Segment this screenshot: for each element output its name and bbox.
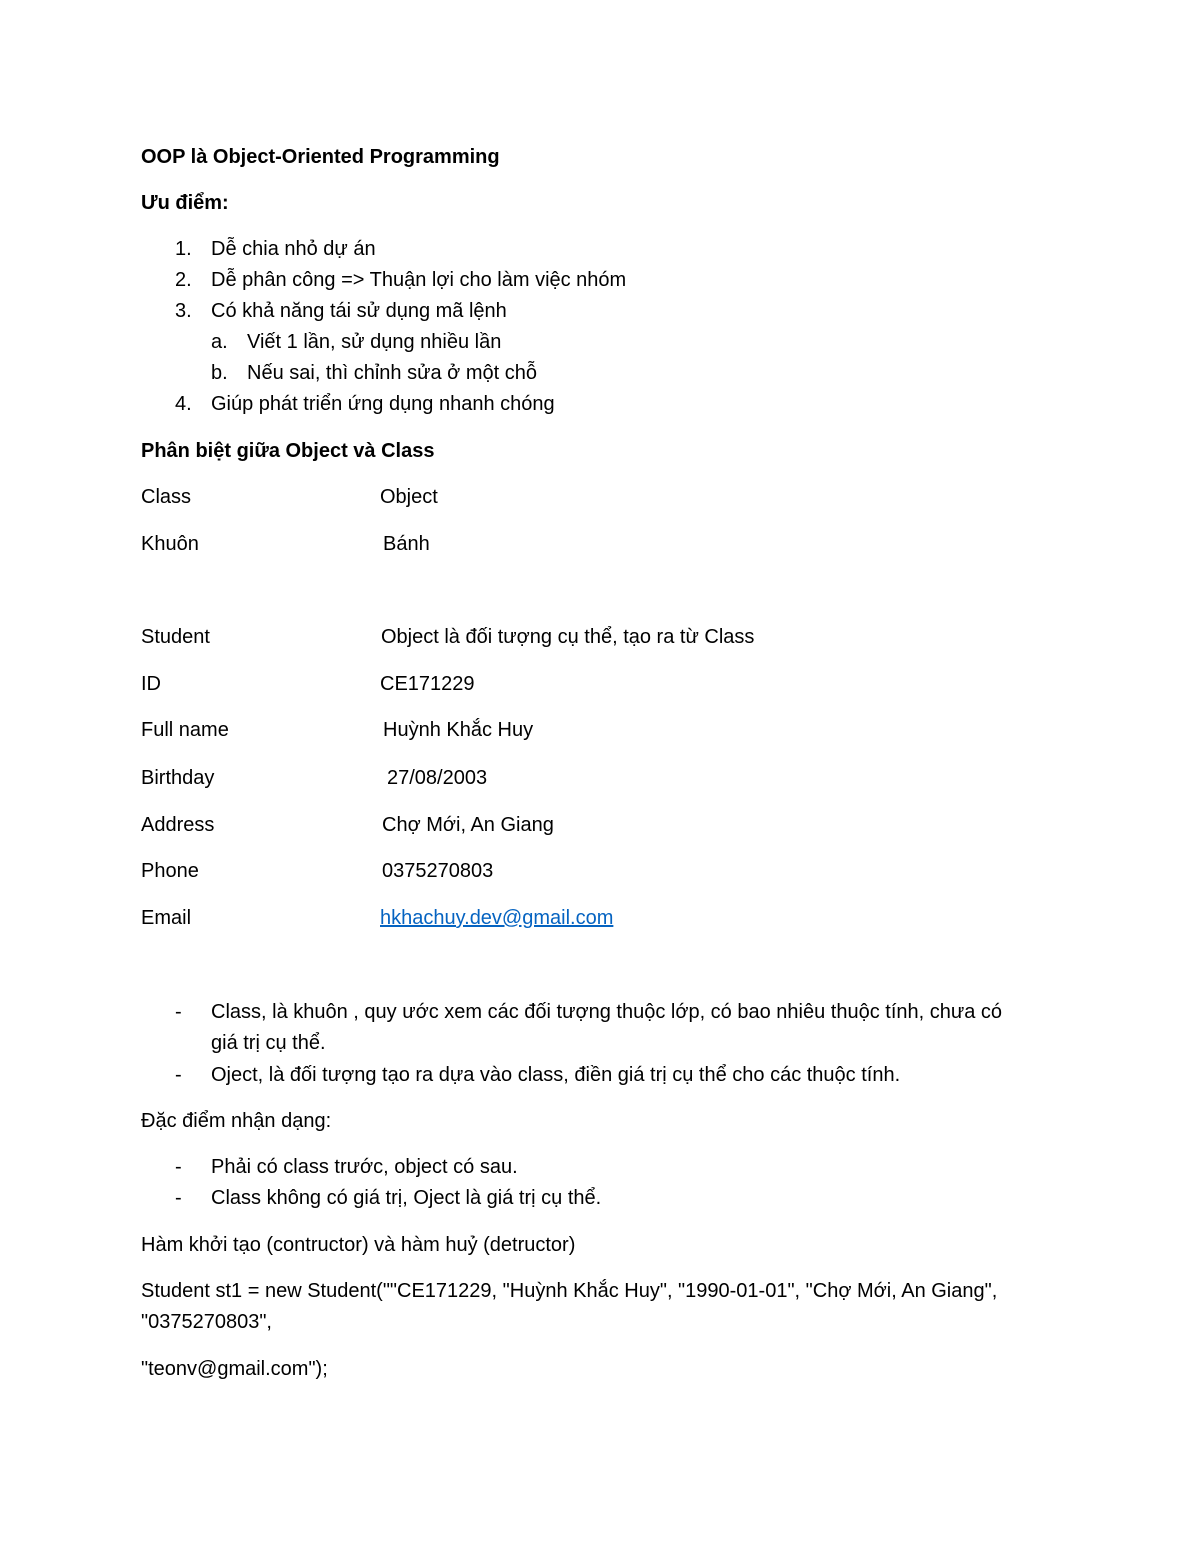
student-field-label: Address: [141, 814, 215, 836]
bullet-marker: -: [175, 1156, 182, 1178]
features-title: Đặc điểm nhận dạng:: [141, 1110, 332, 1132]
list-item-text: Giúp phát triển ứng dụng nhanh chóng: [211, 393, 555, 415]
note-text: giá trị cụ thể.: [211, 1032, 326, 1054]
code-line: Student st1 = new Student(""CE171229, "Huỳnh Khắc Huy", "1990-01-01", "Chợ Mới, An Giang",: [141, 1280, 998, 1302]
email-link[interactable]: hkhachuy.dev@gmail.com: [380, 907, 614, 929]
list-marker: 1.: [175, 238, 192, 260]
list-item-text: Viết 1 lần, sử dụng nhiều lần: [247, 331, 502, 353]
note-text: Oject, là đối tượng tạo ra dựa vào class, điền giá trị cụ thể cho các thuộc tính.: [211, 1064, 901, 1086]
code-line: "teonv@gmail.com");: [141, 1358, 328, 1380]
student-field-value: Huỳnh Khắc Huy: [383, 719, 534, 741]
bullet-marker: -: [175, 1001, 182, 1023]
bullet-marker: -: [175, 1064, 182, 1086]
student-field-label: Full name: [141, 719, 229, 741]
list-marker: b.: [211, 362, 228, 384]
list-marker: 3.: [175, 300, 192, 322]
student-field-label: Student: [141, 626, 210, 648]
list-item-text: Dễ phân công => Thuận lợi cho làm việc nhóm: [211, 269, 627, 291]
student-field-value: 27/08/2003: [387, 767, 488, 789]
list-marker: 4.: [175, 393, 192, 415]
student-field-label: Phone: [141, 860, 199, 882]
feature-text: Class không có giá trị, Oject là giá trị cụ thể.: [211, 1187, 602, 1209]
compare-left-cell: Khuôn: [141, 533, 199, 555]
student-field-label: Email: [141, 907, 192, 929]
student-field-label: ID: [141, 673, 161, 695]
student-field-label: Birthday: [141, 767, 215, 789]
page-title: OOP là Object-Oriented Programming: [141, 146, 500, 168]
compare-right-cell: Bánh: [383, 533, 430, 555]
list-item-text: Dễ chia nhỏ dự án: [211, 238, 376, 260]
feature-text: Phải có class trước, object có sau.: [211, 1156, 518, 1178]
compare-right-cell: Object: [380, 486, 438, 508]
student-field-value: Object là đối tượng cụ thể, tạo ra từ Class: [381, 626, 755, 648]
bullet-marker: -: [175, 1187, 182, 1209]
student-field-value: 0375270803: [382, 860, 494, 882]
compare-left-cell: Class: [141, 486, 192, 508]
compare-title: Phân biệt giữa Object và Class: [141, 440, 435, 462]
list-marker: a.: [211, 331, 228, 353]
list-item-text: Nếu sai, thì chỉnh sửa ở một chỗ: [247, 362, 537, 384]
code-line: "0375270803",: [141, 1311, 272, 1333]
student-field-value: Chợ Mới, An Giang: [382, 814, 554, 836]
advantages-title: Ưu điểm:: [141, 192, 229, 214]
list-marker: 2.: [175, 269, 192, 291]
list-item-text: Có khả năng tái sử dụng mã lệnh: [211, 300, 507, 322]
note-text: Class, là khuôn , quy ước xem các đối tượng thuộc lớp, có bao nhiêu thuộc tính, chưa có: [211, 1001, 1003, 1023]
constructor-line: Hàm khởi tạo (contructor) và hàm huỷ (detructor): [141, 1234, 576, 1256]
student-field-value: CE171229: [380, 673, 475, 695]
